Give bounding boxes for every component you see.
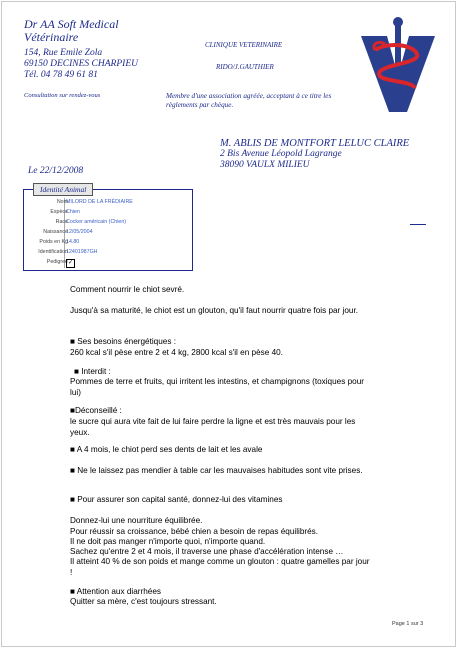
paragraph: Jusqu'à sa maturité, le chiot est un glouton, qu'il faut nourrir quatre fois par jour. (70, 306, 359, 315)
identity-value: Cocker américain (Chien) (66, 219, 127, 225)
clinic-logo-icon (357, 14, 439, 114)
owner-block (220, 138, 409, 171)
paragraph: Pour réussir sa croissance, bébé chien a besoin de repas équilibrés. (70, 527, 319, 536)
letter-date: Le 22/12/2008 (28, 166, 84, 176)
identity-label: Pedigree (46, 259, 68, 265)
identity-label: Identification (38, 249, 68, 255)
identity-value: MILORD DE LA FRÉDIAIRE (66, 199, 133, 205)
clinic-doctor: RIDO/J.GAUTHIER (216, 63, 274, 71)
paragraph: 260 kcal s'il pèse entre 2 et 4 kg, 2800 kcal s'il en pèse 40. (70, 348, 283, 357)
identity-value: 12/05/2004 (66, 229, 93, 235)
owner-street: 2 Bis Avenue Léopold Lagrange (220, 149, 342, 159)
identity-row (24, 198, 194, 207)
identity-row (24, 208, 194, 217)
paragraph: Pommes de terre et fruits, qui irritent les intestins, et champignons (toxiques pour lui) (70, 377, 364, 397)
identity-row (24, 248, 194, 257)
paragraph: Il ne doit pas manger n'importe quoi, n'importe quand. (70, 537, 266, 546)
vet-title: Vétérinaire (24, 30, 79, 44)
paragraph: le sucre qui aura vite fait de lui faire perdre la ligne et est très mauvais pour les yeux. (70, 417, 356, 437)
paragraph: ■ Pour assurer son capital santé, donnez-lui des vitamines (70, 495, 283, 504)
owner-name: M. ABLIS DE MONTFORT LELUC CLAIRE (220, 138, 410, 149)
owner-city: 38090 VAULX MILIEU (220, 160, 310, 170)
paragraph: ■ Ses besoins énergétiques : (70, 337, 176, 346)
paragraph: ■Déconseillé : (70, 406, 122, 415)
clinic-name: CLINIQUE VETERINAIRE (205, 41, 283, 49)
identity-value: 14.80 (66, 239, 80, 245)
paragraph: Donnez-lui une nourriture équilibrée. (70, 516, 203, 525)
page-number: Page 1 sur 3 (392, 621, 424, 627)
vet-phone: Tél. 04 78 49 61 81 (24, 70, 98, 80)
identity-value: Chien (66, 209, 80, 215)
margin-mark (410, 224, 426, 225)
paragraph: Il atteint 40 % de son poids et mange comme un glouton : quatre gamelles par jour ! (70, 557, 370, 577)
pedigree-checkbox: ✓ (67, 260, 74, 266)
vet-address (24, 48, 138, 81)
vet-city: 69150 DECINES CHARPIEU (24, 59, 138, 69)
paragraph: ■ Attention aux diarrhées (70, 587, 161, 596)
consultation-note: Consultation sur rendez-vous (24, 92, 101, 99)
identity-label: Naissance (43, 229, 68, 235)
paragraph: ■ A 4 mois, le chiot perd ses dents de lait et les avale (70, 445, 263, 454)
identity-label: Nom (56, 199, 68, 205)
vet-header (24, 18, 119, 44)
identity-value: 12401987GH (66, 249, 98, 255)
identity-row (24, 258, 194, 267)
identity-row (24, 228, 194, 237)
identity-label: Espèce (50, 209, 68, 215)
paragraph: ■ Interdit : (74, 367, 111, 376)
vet-name: Dr AA Soft Medical (24, 17, 119, 31)
vet-street: 154, Rue Emile Zola (24, 48, 103, 58)
identity-label: Poids en Kg (39, 239, 68, 245)
membership-note: Membre d'une association agréée, acceptant à ce titre les règlements par chèque. (166, 92, 332, 109)
animal-identity-tab: Identité Animal (33, 183, 93, 196)
paragraph: Quitter sa mère, c'est toujours stressant. (70, 597, 217, 606)
identity-row (24, 218, 194, 227)
identity-label: Race (55, 219, 68, 225)
paragraph: Sachez qu'entre 2 et 4 mois, il traverse une phase d'accélération intense … (70, 547, 344, 556)
identity-row (24, 238, 194, 247)
paragraph: ■ Ne le laissez pas mendier à table car les mauvaises habitudes sont vite prises. (70, 466, 363, 475)
paragraph: Comment nourrir le chiot sevré. (70, 285, 185, 294)
